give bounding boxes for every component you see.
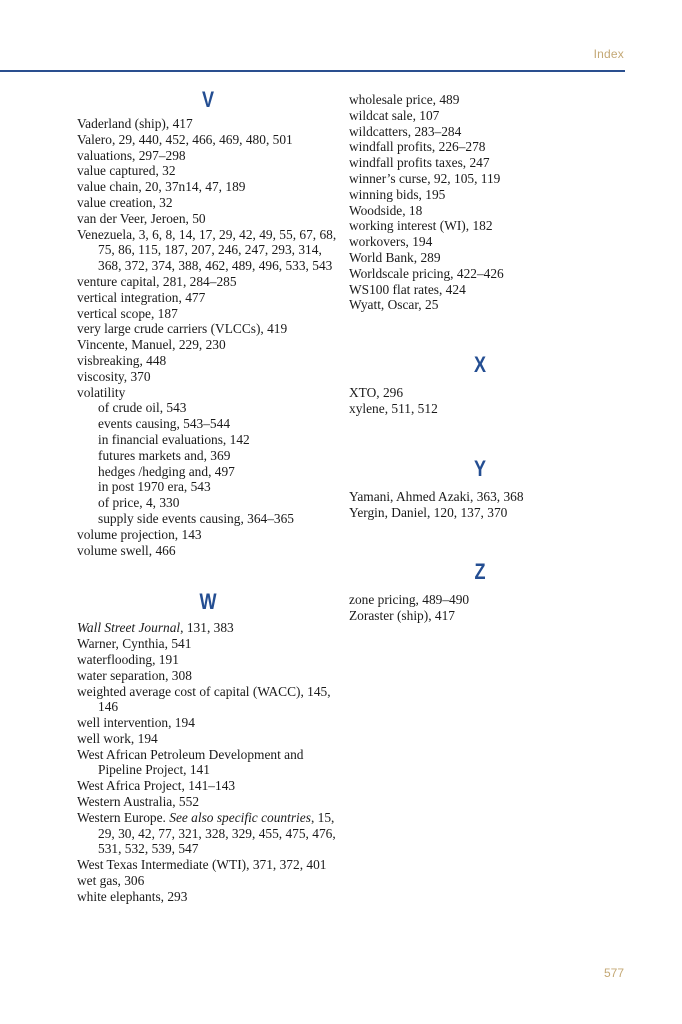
index-entry: Yergin, Daniel, 120, 137, 370 [349, 504, 508, 520]
index-entry: Woodside, 18 [349, 202, 423, 218]
index-entry [77, 810, 339, 857]
entry-pages: , 131, 383 [180, 620, 234, 636]
index-entry: valuations, 297–298 [77, 147, 186, 163]
index-section-z [349, 558, 611, 624]
index-entry: windfall profits, 226–278 [349, 139, 486, 155]
index-entry [77, 620, 339, 636]
index-subentry: events causing, 543–544 [98, 416, 231, 432]
entry-pages: , 15, 29, 30, 42, 77, 321, 328, 329, 455, 475, 476, 531, 532, 539, 547 [98, 809, 336, 857]
index-section-x [349, 351, 611, 417]
index-entry: Vaderland (ship), 417 [77, 116, 193, 131]
index-entry: Zoraster (ship), 417 [349, 608, 455, 624]
index-entry: waterflooding, 191 [77, 651, 179, 667]
index-subentry: in post 1970 era, 543 [98, 479, 211, 495]
index-entry: vertical integration, 477 [77, 289, 206, 305]
index-entry: Vincente, Manuel, 229, 230 [77, 337, 226, 353]
index-entry: white elephants, 293 [77, 888, 188, 904]
index-entry: West Texas Intermediate (WTI), 371, 372, 401 [77, 857, 327, 873]
index-entry: winning bids, 195 [349, 186, 446, 202]
index-entry: volume projection, 143 [77, 526, 202, 542]
index-entry: van der Veer, Jeroen, 50 [77, 210, 206, 226]
index-entries [77, 620, 339, 904]
index-entry: weighted average cost of capital (WACC), 145, 146 [77, 683, 331, 715]
index-entry: volume swell, 466 [77, 542, 176, 558]
index-entry: value chain, 20, 37n14, 47, 189 [77, 179, 246, 195]
index-section-w [77, 588, 339, 904]
index-entry: well intervention, 194 [77, 715, 195, 731]
index-entry: water separation, 308 [77, 667, 192, 683]
index-entry: XTO, 296 [349, 385, 404, 401]
index-entries [349, 385, 611, 417]
page-number: 577 [603, 966, 624, 980]
index-section-w-continued [349, 92, 611, 313]
index-entry: Warner, Cynthia, 541 [77, 636, 192, 652]
index-entry: working interest (WI), 182 [349, 218, 493, 234]
index-subentry: of price, 4, 330 [98, 495, 180, 511]
section-letter: V [201, 87, 215, 112]
index-entry: very large crude carriers (VLCCs), 419 [77, 321, 288, 337]
index-entries [349, 592, 611, 624]
index-entry: xylene, 511, 512 [349, 400, 438, 416]
index-section-v [77, 86, 339, 558]
index-entry: value creation, 32 [77, 194, 173, 210]
index-entry: Western Australia, 552 [77, 794, 200, 810]
index-entry: well work, 194 [77, 730, 158, 746]
index-subentry: supply side events causing, 364–365 [98, 510, 295, 526]
index-entry: World Bank, 289 [349, 249, 441, 265]
index-entry: Wyatt, Oscar, 25 [349, 297, 439, 313]
index-entry: wet gas, 306 [77, 873, 145, 889]
index-entry: windfall profits taxes, 247 [349, 155, 490, 171]
index-entry: venture capital, 281, 284–285 [77, 273, 237, 289]
index-section-y [349, 455, 611, 521]
index-entry: Valero, 29, 440, 452, 466, 469, 480, 501 [77, 131, 293, 147]
index-entry: winner’s curse, 92, 105, 119 [349, 170, 501, 186]
index-entry: workovers, 194 [349, 234, 433, 250]
entry-italic-text: See also specific countries [169, 809, 311, 825]
index-entry: West Africa Project, 141–143 [77, 778, 236, 794]
entry-term: Western Europe. [77, 809, 170, 825]
index-entry: WS100 flat rates, 424 [349, 281, 466, 297]
index-subentry: in financial evaluations, 142 [98, 431, 250, 447]
index-entry: zone pricing, 489–490 [349, 592, 470, 608]
index-entry: Yamani, Ahmed Azaki, 363, 368 [349, 488, 524, 504]
index-entry: Venezuela, 3, 6, 8, 14, 17, 29, 42, 49, 55, 67, 68, 75, 86, 115, 187, 207, 246, 247, 293, 314, 368, 372, 374, 388, 462, 489, 496, 533, 543 [77, 226, 337, 274]
section-letter: Z [474, 559, 486, 585]
index-entry: vertical scope, 187 [77, 305, 178, 321]
index-entries [349, 92, 611, 313]
entry-italic-text: Wall Street Journal [77, 620, 181, 636]
index-entry: wildcatters, 283–284 [349, 123, 462, 139]
section-letter: W [199, 589, 217, 615]
index-subentry: hedges /hedging and, 497 [98, 463, 235, 479]
index-entry: viscosity, 370 [77, 368, 151, 384]
header-rule [0, 70, 625, 72]
index-subentry: of crude oil, 543 [98, 400, 187, 416]
index-column-right [349, 92, 611, 624]
index-entry: West African Petroleum Development and Pipeline Project, 141 [77, 746, 304, 778]
index-entry: wildcat sale, 107 [349, 107, 440, 123]
running-head: Index [593, 47, 624, 61]
index-entry: value captured, 32 [77, 163, 176, 179]
index-entry: visbreaking, 448 [77, 352, 167, 368]
section-letter: Y [473, 455, 487, 481]
index-subentry: futures markets and, 369 [98, 447, 231, 463]
section-letter: X [473, 352, 487, 378]
index-entry: volatility [77, 384, 126, 400]
index-entry: wholesale price, 489 [349, 92, 460, 107]
index-entries [77, 116, 339, 558]
index-column-left [77, 86, 339, 905]
index-entry: Worldscale pricing, 422–426 [349, 265, 504, 281]
index-entries [349, 489, 611, 521]
